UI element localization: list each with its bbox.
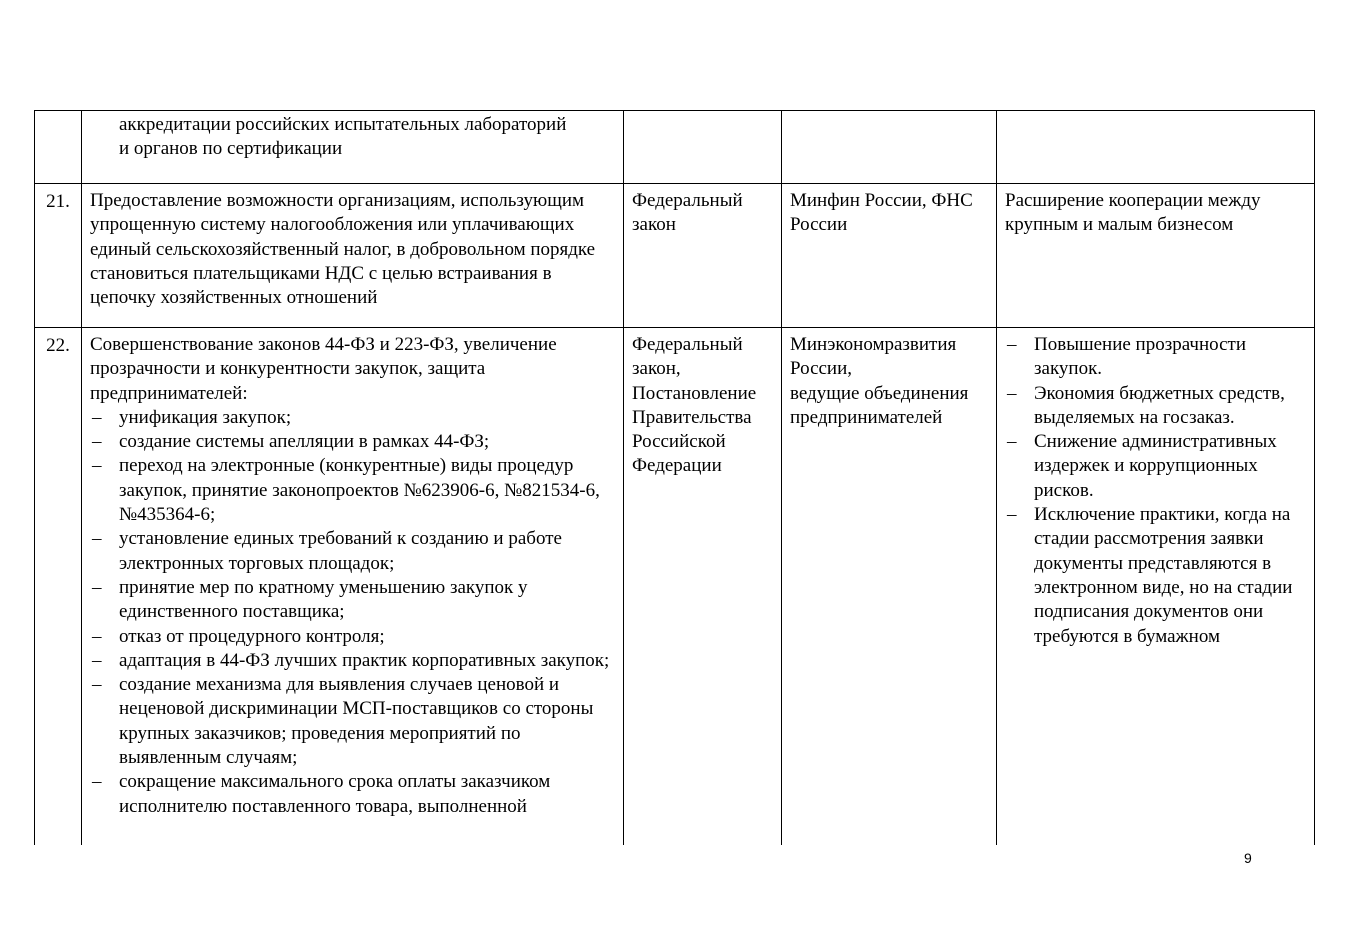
list-item: – переход на электронные (конкурентные) виды процедур закупок, принятие законопроектов №623906-6, №821534-6, №435364-6;: [90, 454, 615, 527]
responsible-line: России,: [790, 358, 853, 380]
list-item: – отказ от процедурного контроля;: [90, 625, 615, 649]
document-cell: Федеральный закон: [624, 184, 782, 328]
list-item: – Повышение прозрачности закупок.: [1005, 333, 1306, 382]
measures-table: [34, 110, 1315, 845]
list-item: – принятие мер по кратному уменьшению закупок у единственного поставщика;: [90, 576, 615, 625]
table-row: [35, 184, 1315, 328]
responsible-cell: [782, 328, 997, 845]
list-item: – Снижение административных издержек и коррупционных рисков.: [1005, 430, 1306, 503]
result-cell: [997, 111, 1315, 184]
action-line: и органов по сертификации: [119, 138, 343, 160]
list-item: – унификация закупок;: [90, 406, 615, 430]
document-line: Федерации: [632, 455, 722, 477]
list-item: – создание механизма для выявления случаев ценовой и неценовой дискриминации МСП-поставщиков со стороны крупных заказчиков; проведения мероприятий по выявленным случаям;: [90, 673, 615, 770]
list-item: – Экономия бюджетных средств, выделяемых на госзаказ.: [1005, 382, 1306, 431]
list-item: – Исключение практики, когда на стадии рассмотрения заявки документы представляются в электронном виде, но на стадии подписания документов они требуются в бумажном: [1005, 503, 1306, 649]
responsible-line: предпринимателей: [790, 406, 943, 428]
responsible-cell: [782, 111, 997, 184]
action-line: аккредитации российских испытательных лабораторий: [119, 114, 567, 135]
action-intro: Совершенствование законов 44-ФЗ и 223-ФЗ, увеличение прозрачности и конкурентности закупок, защита предпринимателей:: [90, 334, 557, 404]
page-number: 9: [1244, 850, 1252, 866]
list-item: – адаптация в 44-ФЗ лучших практик корпоративных закупок;: [90, 649, 615, 673]
action-cell: [82, 111, 624, 184]
document-line: Федеральный: [632, 334, 743, 355]
row-number: 22.: [35, 328, 82, 845]
document-cell: [624, 111, 782, 184]
result-cell: Расширение кооперации между крупным и малым бизнесом: [997, 184, 1315, 328]
result-list: [1005, 333, 1306, 649]
result-cell: [997, 328, 1315, 845]
table-row: [35, 111, 1315, 184]
action-cell: Предоставление возможности организациям, использующим упрощенную систему налогообложения или уплачивающих единый сельскохозяйственный налог, в добровольном порядке становиться плательщиками НДС с целью встраивания в цепочку хозяйственных отношений: [82, 184, 624, 328]
action-list: [90, 406, 615, 819]
action-cell: [82, 328, 624, 845]
document-line: Российской: [632, 431, 726, 453]
document-line: Постановление: [632, 382, 757, 404]
responsible-line: Минэкономразвития: [790, 334, 957, 355]
responsible-line: ведущие объединения: [790, 382, 969, 404]
table-row: [35, 328, 1315, 845]
list-item: – установление единых требований к созданию и работе электронных торговых площадок;: [90, 527, 615, 576]
list-item: – сокращение максимального срока оплаты заказчиком исполнителю поставленного товара, выполненной: [90, 770, 615, 819]
document-line: Правительства: [632, 406, 752, 428]
responsible-cell: Минфин России, ФНС России: [782, 184, 997, 328]
row-number-cell: [35, 111, 82, 184]
list-item: – создание системы апелляции в рамках 44-ФЗ;: [90, 430, 615, 454]
document-line: закон,: [632, 358, 681, 380]
row-number: 21.: [35, 184, 82, 328]
document-cell: [624, 328, 782, 845]
